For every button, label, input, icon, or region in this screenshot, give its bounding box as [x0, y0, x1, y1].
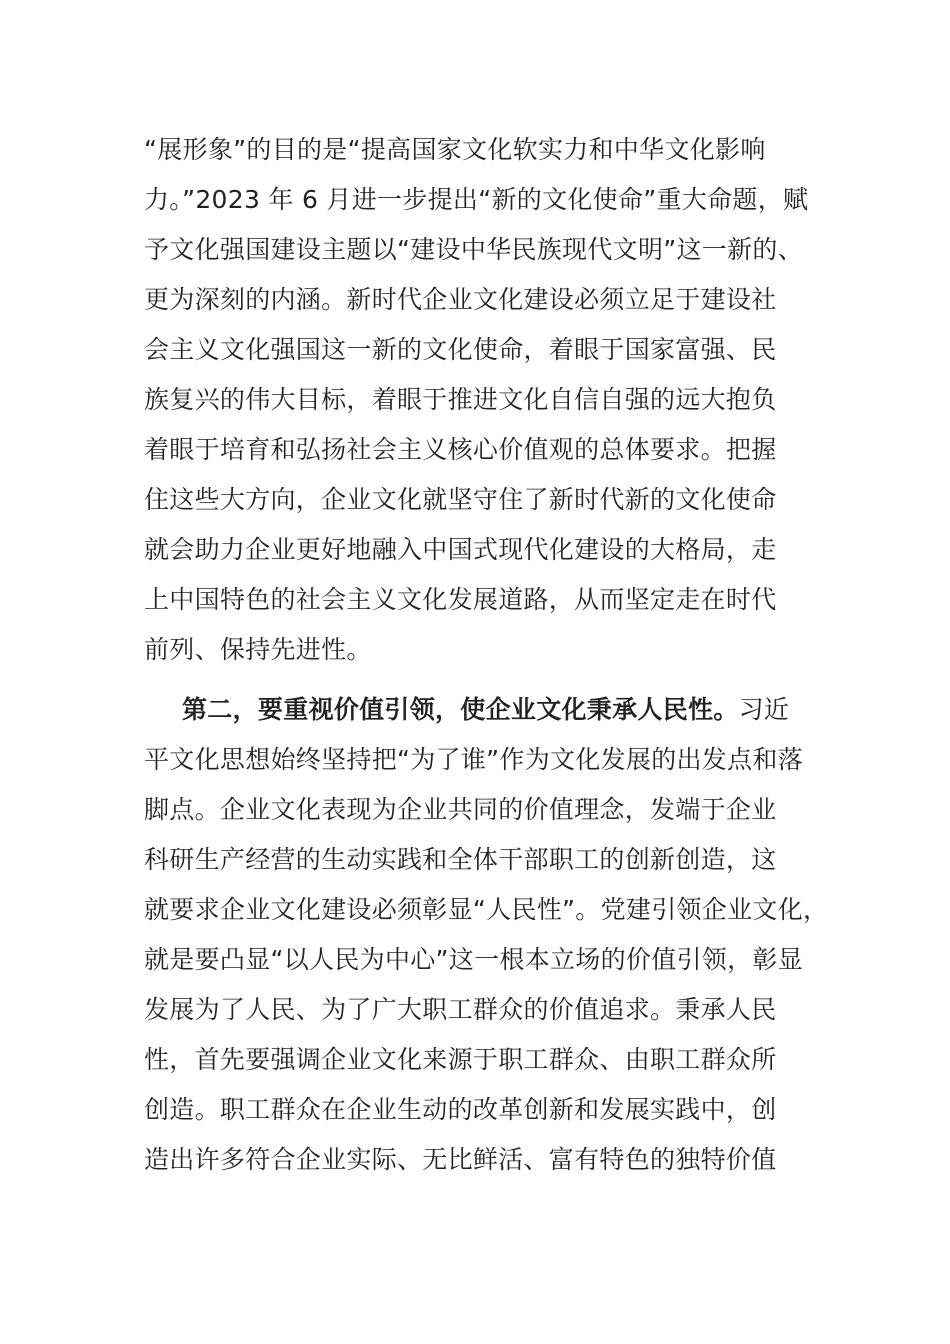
text-line: 住这些大方向，企业文化就坚守住了新时代新的文化使命	[144, 485, 777, 514]
text-line: 性，首先要强调企业文化来源于职工群众、由职工群众所	[144, 1045, 777, 1074]
text-line: 就要求企业文化建设必须彰显“人民性”。党建引领企业文化，	[144, 895, 829, 924]
text-line: 就是要凸显“以人民为中心”这一根本立场的价值引领，彰显	[144, 945, 804, 974]
text-line: 予文化强国建设主题以“建设中华民族现代文明”这一新的、	[144, 235, 804, 264]
text-line: 平文化思想始终坚持把“为了谁”作为文化发展的出发点和落	[144, 745, 804, 774]
text-line: 造出许多符合企业实际、无比鲜活、富有特色的独特价值	[144, 1145, 777, 1174]
section-heading: 第二，要重视价值引领，使企业文化秉承人民性。	[182, 695, 739, 724]
text-line: 族复兴的伟大目标，着眼于推进文化自信自强的远大抱负	[144, 385, 777, 414]
text-line: 上中国特色的社会主义文化发展道路，从而坚定走在时代	[144, 585, 777, 614]
heading-continuation: 习近	[738, 695, 790, 724]
text-line: 就会助力企业更好地融入中国式现代化建设的大格局，走	[144, 535, 777, 564]
text-line: 更为深刻的内涵。新时代企业文化建设必须立足于建设社	[144, 285, 777, 314]
text-line: 前列、保持先进性。	[144, 635, 372, 664]
paragraph-first-line	[182, 694, 789, 726]
text-line: 力。”2023 年 6 月进一步提出“新的文化使命”重大命题，赋	[144, 185, 809, 214]
text-line: 发展为了人民、为了广大职工群众的价值追求。秉承人民	[144, 995, 777, 1024]
text-line: 着眼于培育和弘扬社会主义核心价值观的总体要求。把握	[144, 435, 777, 464]
text-line: 科研生产经营的生动实践和全体干部职工的创新创造，这	[144, 845, 777, 874]
text-line: 会主义文化强国这一新的文化使命，着眼于国家富强、民	[144, 335, 777, 364]
text-line: 创造。职工群众在企业生动的改革创新和发展实践中，创	[144, 1095, 777, 1124]
text-line: “展形象”的目的是“提高国家文化软实力和中华文化影响	[144, 135, 766, 164]
text-line: 脚点。企业文化表现为企业共同的价值理念，发端于企业	[144, 795, 777, 824]
